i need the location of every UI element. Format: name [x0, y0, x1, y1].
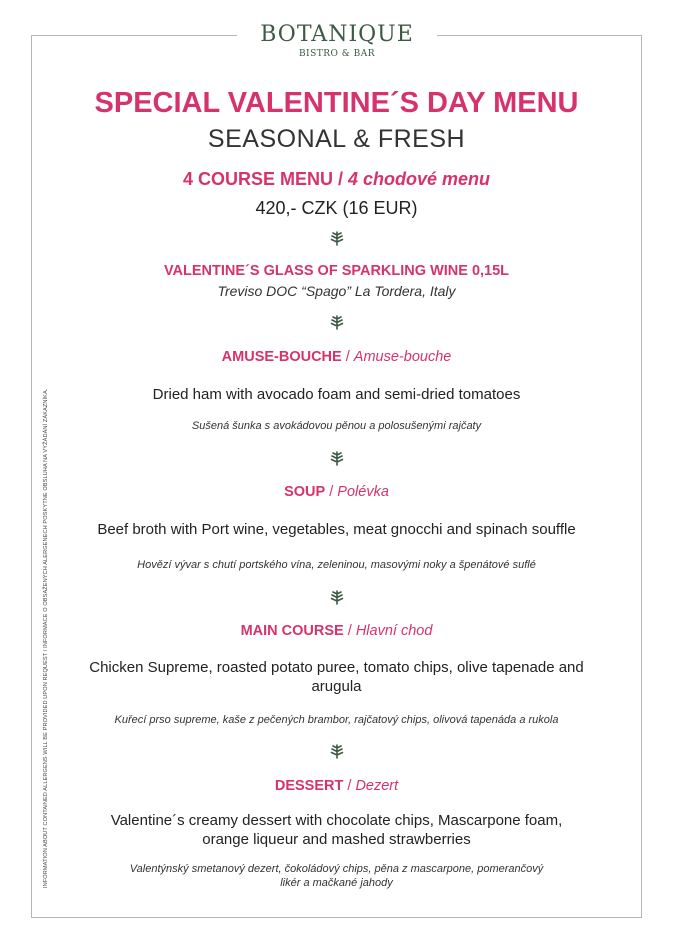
section-heading-en: AMUSE-BOUCHE [221, 349, 342, 365]
section-heading-separator: / [343, 778, 356, 794]
menu-title: SPECIAL VALENTINE´S DAY MENU [94, 87, 579, 119]
section-heading-separator: / [341, 349, 354, 365]
section-heading-dessert [70, 777, 603, 795]
dish-description-en: Chicken Supreme, roasted potato puree, tomato chips, olive tapenade and arugula [89, 659, 584, 695]
dish-description-cz: Hovězí vývar s chutí portského vína, zeleninou, masovými noky a špenátové suflé [137, 559, 536, 571]
section-heading-cz: Dezert [355, 778, 399, 794]
brand-name: BOTANIQUE [260, 22, 414, 47]
dish-description-en: Beef broth with Port wine, vegetables, meat gnocchi and spinach souffle [97, 521, 576, 538]
course-count [70, 168, 603, 190]
allergen-note: INFORMATION ABOUT CONTAINED ALLERGENS WILL BE PROVIDED UPON REQUEST / INFORMACE O OBSAŽENÝCH ALERGENECH POSKYTNE OBSLUHA NA VYŽÁDÁNÍ ZÁKAZNÍKA. [43, 388, 49, 888]
leaf-icon [329, 743, 345, 759]
section-heading-cz: Polévka [337, 484, 389, 500]
dish-description-cz: Sušená šunka s avokádovou pěnou a polosušenými rajčaty [191, 420, 482, 432]
section-heading-main-course [70, 622, 603, 640]
dish-description-en: Valentine´s creamy dessert with chocolate chips, Mascarpone foam, orange liqueur and mashed strawberries [110, 812, 563, 848]
section-heading-en: SOUP [284, 484, 326, 500]
section-heading-en: MAIN COURSE [240, 623, 344, 639]
section-heading-en: DESSERT [274, 778, 344, 794]
section-heading-cz: Amuse-bouche [353, 349, 452, 365]
menu-subtitle: SEASONAL & FRESH [207, 125, 466, 153]
section-heading-separator: / [325, 484, 338, 500]
leaf-icon [329, 450, 345, 466]
menu-price: 420,- CZK (16 EUR) [255, 198, 418, 218]
wine-heading: VALENTINE´S GLASS OF SPARKLING WINE 0,15L [163, 263, 510, 279]
dish-description-en: Dried ham with avocado foam and semi-dried tomatoes [152, 386, 521, 403]
brand-tagline: BISTRO & BAR [298, 49, 376, 59]
course-count-cz: 4 chodové menu [348, 169, 491, 189]
dish-description-cz: Valentýnský smetanový dezert, čokoládový chips, pěna z mascarpone, pomerančový likér a mačkané jahody [129, 863, 544, 889]
leaf-icon [329, 589, 345, 605]
section-heading-soup [70, 483, 603, 501]
dish-description-cz: Kuřecí prso supreme, kaše z pečených brambor, rajčatový chips, olivová tapenáda a rukola [114, 714, 559, 726]
wine-detail: Treviso DOC “Spago” La Tordera, Italy [217, 283, 456, 299]
section-heading-cz: Hlavní chod [355, 623, 433, 639]
course-count-en: 4 COURSE MENU / [182, 169, 348, 189]
brand-logo [237, 20, 437, 66]
leaf-icon [329, 230, 345, 246]
section-heading-amuse-bouche [70, 348, 603, 366]
section-heading-separator: / [343, 623, 356, 639]
leaf-icon [329, 314, 345, 330]
